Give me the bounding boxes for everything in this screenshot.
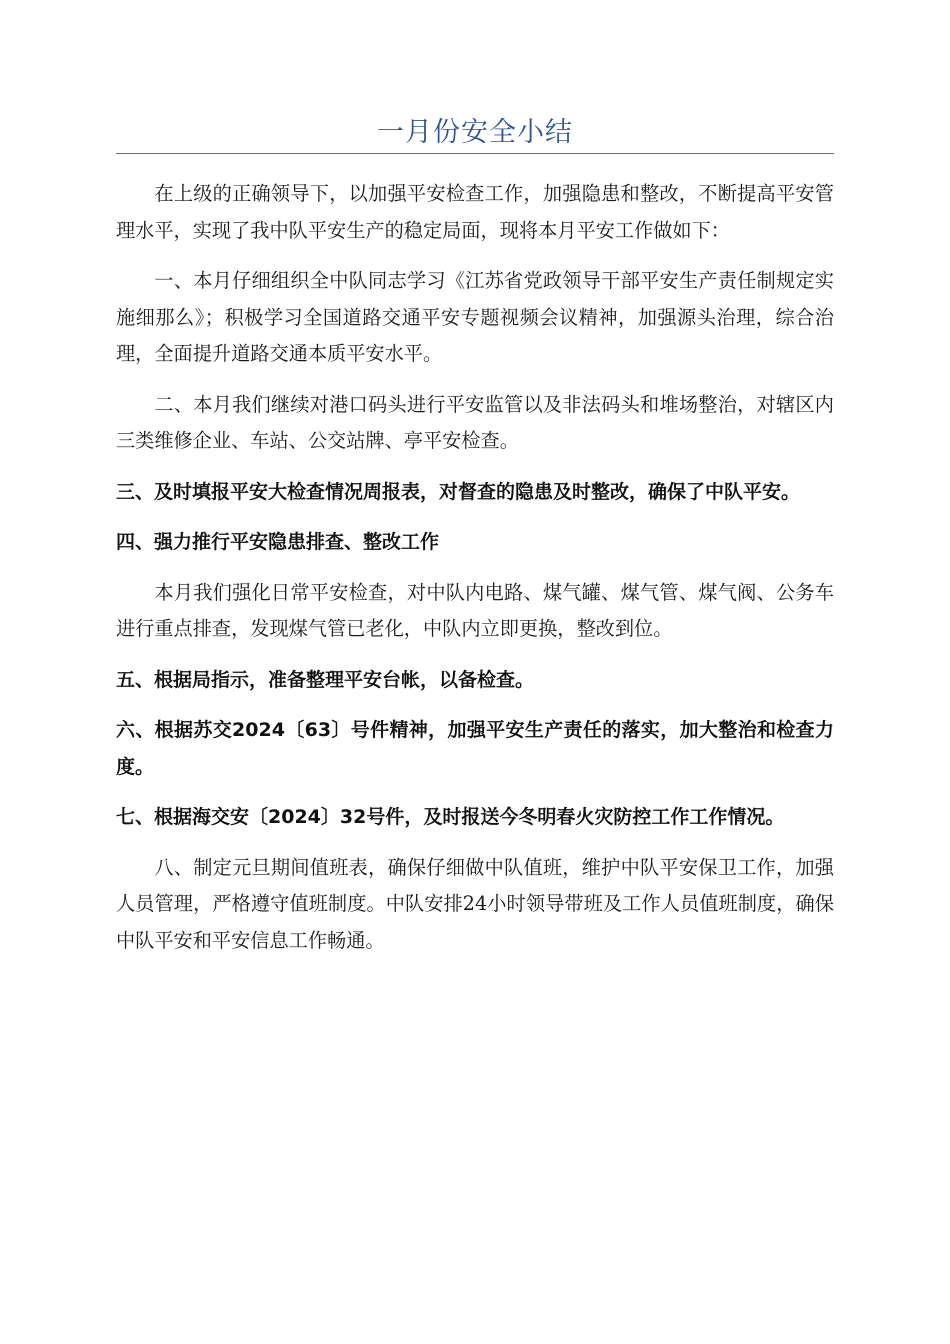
item-4-paragraph: 本月我们强化日常平安检查，对中队内电路、煤气罐、煤气管、煤气阀、公务车进行重点排查，发现煤气管已老化，中队内立即更换，整改到位。 xyxy=(116,580,834,640)
intro-paragraph: 在上级的正确领导下，以加强平安检查工作，加强隐患和整改，不断提高平安管理水平，实现了我中队平安生产的稳定局面，现将本月平安工作做如下： xyxy=(116,182,834,242)
item-5-heading: 五、根据局指示，准备整理平安台帐，以备检查。 xyxy=(116,668,535,691)
document-body xyxy=(116,176,834,973)
item-1-paragraph: 一、本月仔细组织全中队同志学习《江苏省党政领导干部平安生产责任制规定实施细那么》；积极学习全国道路交通平安专题视频会议精神，加强源头治理，综合治理，全面提升道路交通本质平安水平。 xyxy=(116,269,834,365)
item-8-paragraph: 八、制定元旦期间值班表，确保仔细做中队值班，维护中队平安保卫工作，加强人员管理，严格遵守值班制度。中队安排24小时领导带班及工作人员值班制度，确保中队平安和平安信息工作畅通。 xyxy=(116,855,834,952)
document-title: 一月份安全小结 xyxy=(377,117,573,148)
item-4-heading: 四、强力推行平安隐患排查、整改工作 xyxy=(116,531,440,553)
item-6-heading: 六、根据苏交2024〔63〕号件精神，加强平安生产责任的落实，加大整治和检查力度。 xyxy=(116,719,834,778)
item-2-paragraph: 二、本月我们继续对港口码头进行平安监管以及非法码头和堆场整治，对辖区内三类维修企业、车站、公交站牌、亭平安检查。 xyxy=(116,392,834,452)
item-7-heading: 七、根据海交安〔2024〕32号件，及时报送今冬明春火灾防控工作工作情况。 xyxy=(116,806,785,828)
item-3-heading: 三、及时填报平安大检查情况周报表，对督查的隐患及时整改，确保了中队平安。 xyxy=(116,480,801,503)
title-underline xyxy=(116,153,834,154)
